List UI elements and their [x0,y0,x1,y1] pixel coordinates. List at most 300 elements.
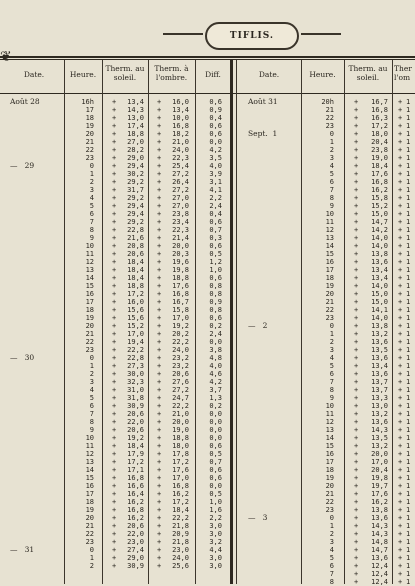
therm-sun-cell: 16,2 [127,498,144,506]
therm-shade-cell: 17,0 [172,474,189,482]
plus-sign-icon: + [157,362,162,370]
diff-cell: 0,2 [209,322,222,330]
diff-cell: 0,6 [209,274,222,282]
plus-sign-icon: + [112,354,117,362]
hour-cell-right: 1 [329,522,334,530]
plus-sign-icon: + [354,250,359,258]
therm-partial-cell: 1 [406,154,411,162]
therm-sun-cell-right: 18,0 [371,130,388,138]
plus-sign-icon: + [354,298,359,306]
hour-cell: 16h [81,98,94,106]
col-divider [148,60,149,584]
therm-sun-cell-right: 15,0 [371,290,388,298]
hour-cell-right: 22 [325,498,334,506]
therm-partial-cell: 1 [406,522,411,530]
plus-sign-icon: + [157,226,162,234]
hour-cell: 20 [85,322,94,330]
therm-sun-cell-right: 16,8 [371,178,388,186]
therm-partial-cell: 1 [406,250,411,258]
plus-sign-icon: + [112,210,117,218]
therm-sun-cell-right: 20,0 [371,450,388,458]
hour-cell-right: 15 [325,250,334,258]
plus-sign-icon: + [112,122,117,130]
plus-sign-icon: + [354,242,359,250]
therm-sun-cell: 16,0 [127,298,144,306]
hour-cell: 12 [85,258,94,266]
hour-cell: 17 [85,490,94,498]
hour-cell: 18 [85,114,94,122]
plus-sign-icon: + [157,202,162,210]
date-label: — 29 [10,161,35,170]
therm-sun-cell-right: 12,4 [371,570,388,578]
therm-shade-cell: 10,0 [172,114,189,122]
plus-sign-icon: + [112,98,117,106]
therm-sun-cell-right: 13,6 [371,370,388,378]
header-therm-shade: Therm. à l'ombre. [154,64,189,82]
therm-sun-cell: 18,4 [127,266,144,274]
therm-shade-cell: 21,0 [172,410,189,418]
plus-sign-icon: + [398,162,403,170]
diff-cell: 0,0 [209,410,222,418]
plus-sign-icon: + [398,290,403,298]
hour-cell: 0 [89,354,94,362]
hour-cell-right: 17 [325,266,334,274]
plus-sign-icon: + [354,234,359,242]
plus-sign-icon: + [354,354,359,362]
therm-partial-cell: 1 [406,114,411,122]
therm-shade-cell: 19,0 [172,426,189,434]
therm-shade-cell: 17,2 [172,498,189,506]
hour-cell: 15 [85,474,94,482]
plus-sign-icon: + [354,226,359,234]
plus-sign-icon: + [157,354,162,362]
plus-sign-icon: + [398,298,403,306]
plus-sign-icon: + [354,122,359,130]
plus-sign-icon: + [157,530,162,538]
plus-sign-icon: + [157,314,162,322]
plus-sign-icon: + [354,266,359,274]
therm-partial-cell: 1 [406,482,411,490]
therm-shade-cell: 24,0 [172,146,189,154]
hour-cell: 3 [89,186,94,194]
hour-cell: 9 [89,234,94,242]
plus-sign-icon: + [354,458,359,466]
therm-shade-cell: 16,8 [172,482,189,490]
hour-cell-right: 3 [329,346,334,354]
plus-sign-icon: + [112,426,117,434]
therm-sun-cell: 29,2 [127,178,144,186]
diff-cell: 0,5 [209,450,222,458]
plus-sign-icon: + [157,426,162,434]
col-divider [64,60,65,584]
plus-sign-icon: + [112,234,117,242]
plus-sign-icon: + [398,218,403,226]
diff-cell: 0,6 [209,130,222,138]
therm-sun-cell-right: 13,5 [371,434,388,442]
hour-cell-right: 22 [325,114,334,122]
plus-sign-icon: + [354,362,359,370]
hour-cell: 23 [85,154,94,162]
therm-shade-cell: 18,8 [172,274,189,282]
therm-shade-cell: 23,2 [172,354,189,362]
plus-sign-icon: + [157,282,162,290]
therm-sun-cell: 23,0 [127,538,144,546]
therm-sun-cell: 16,4 [127,490,144,498]
hour-cell: 1 [89,362,94,370]
hour-cell-right: 3 [329,538,334,546]
hour-cell-right: 1 [329,330,334,338]
hour-cell-right: 23 [325,122,334,130]
therm-shade-cell: 27,2 [172,386,189,394]
therm-partial-cell: 1 [406,362,411,370]
plus-sign-icon: + [157,458,162,466]
diff-cell: 0,8 [209,290,222,298]
hour-cell-right: 18 [325,274,334,282]
therm-sun-cell-right: 19,7 [371,482,388,490]
therm-sun-cell-right: 13,4 [371,274,388,282]
plus-sign-icon: + [398,114,403,122]
hour-cell: 1 [89,170,94,178]
therm-partial-cell: 1 [406,306,411,314]
therm-shade-cell: 22,3 [172,154,189,162]
plus-sign-icon: + [398,178,403,186]
plus-sign-icon: + [398,194,403,202]
hour-cell: 2 [89,178,94,186]
therm-shade-cell: 20,0 [172,242,189,250]
hour-cell: 17 [85,298,94,306]
therm-shade-cell: 19,8 [172,266,189,274]
plus-sign-icon: + [354,274,359,282]
plus-sign-icon: + [398,522,403,530]
hour-cell: 21 [85,138,94,146]
hour-cell-right: 20h [321,98,334,106]
therm-partial-cell: 1 [406,210,411,218]
hour-cell-right: 8 [329,386,334,394]
hour-cell-right: 6 [329,178,334,186]
therm-shade-cell: 22,2 [172,514,189,522]
therm-sun-cell: 31,7 [127,186,144,194]
therm-partial-cell: 1 [406,322,411,330]
plus-sign-icon: + [112,474,117,482]
plus-sign-icon: + [354,194,359,202]
therm-sun-cell: 17,0 [127,330,144,338]
plus-sign-icon: + [157,482,162,490]
plus-sign-icon: + [112,362,117,370]
hour-cell-right: 20 [325,482,334,490]
hour-cell: 20 [85,514,94,522]
hour-cell: 5 [89,202,94,210]
plus-sign-icon: + [398,530,403,538]
plus-sign-icon: + [398,250,403,258]
hour-cell-right: 15 [325,442,334,450]
diff-cell: 2,2 [209,194,222,202]
therm-sun-cell: 18,8 [127,282,144,290]
hour-cell-right: 19 [325,474,334,482]
therm-sun-cell: 17,1 [127,466,144,474]
hour-cell-right: 7 [329,186,334,194]
therm-partial-cell: 1 [406,490,411,498]
plus-sign-icon: + [157,418,162,426]
plus-sign-icon: + [157,298,162,306]
plus-sign-icon: + [112,290,117,298]
plus-sign-icon: + [398,146,403,154]
therm-partial-cell: 1 [406,274,411,282]
diff-cell: 0,0 [209,426,222,434]
therm-shade-cell: 17,8 [172,450,189,458]
therm-shade-cell: 20,0 [172,418,189,426]
therm-sun-cell-right: 14,7 [371,546,388,554]
plus-sign-icon: + [157,274,162,282]
hour-cell-right: 21 [325,490,334,498]
plus-sign-icon: + [398,346,403,354]
therm-sun-cell: 30,9 [127,402,144,410]
plus-sign-icon: + [157,562,162,570]
therm-shade-cell: 20,9 [172,530,189,538]
plus-sign-icon: + [354,378,359,386]
diff-cell: 0,0 [209,482,222,490]
therm-partial-cell: 1 [406,562,411,570]
plus-sign-icon: + [354,314,359,322]
therm-sun-cell: 15,6 [127,314,144,322]
therm-shade-cell: 16,0 [172,98,189,106]
hour-cell-right: 20 [325,290,334,298]
therm-partial-cell: 1 [406,138,411,146]
hour-cell-right: 12 [325,226,334,234]
therm-sun-cell-right: 17,2 [371,122,388,130]
header-therm-sun: Therm. au soleil. [105,64,145,82]
plus-sign-icon: + [354,546,359,554]
therm-shade-cell: 24,7 [172,394,189,402]
plus-sign-icon: + [398,106,403,114]
hour-cell-right: 9 [329,202,334,210]
hour-cell-right: 10 [325,402,334,410]
therm-shade-cell: 16,7 [172,298,189,306]
plus-sign-icon: + [112,282,117,290]
plus-sign-icon: + [354,154,359,162]
therm-sun-cell: 16,8 [127,506,144,514]
diff-cell: 0,6 [209,122,222,130]
therm-sun-cell: 13,0 [127,114,144,122]
plus-sign-icon: + [112,434,117,442]
therm-partial-cell: 1 [406,266,411,274]
plus-sign-icon: + [112,314,117,322]
plus-sign-icon: + [157,538,162,546]
diff-cell: 0,3 [209,234,222,242]
plus-sign-icon: + [354,106,359,114]
therm-sun-cell: 32,3 [127,378,144,386]
therm-sun-cell: 19,2 [127,434,144,442]
hour-cell: 7 [89,218,94,226]
plus-sign-icon: + [112,418,117,426]
therm-sun-cell-right: 15,0 [371,298,388,306]
plus-sign-icon: + [398,122,403,130]
plus-sign-icon: + [112,202,117,210]
diff-cell: 3,1 [209,178,222,186]
therm-partial-cell: 1 [406,418,411,426]
plus-sign-icon: + [354,322,359,330]
hour-cell-right: 14 [325,242,334,250]
diff-cell: 3,0 [209,562,222,570]
hour-cell: 6 [89,402,94,410]
plus-sign-icon: + [157,210,162,218]
diff-cell: 0,0 [209,434,222,442]
therm-shade-cell: 23,4 [172,218,189,226]
therm-sun-cell-right: 13,7 [371,386,388,394]
plus-sign-icon: + [112,178,117,186]
therm-sun-cell-right: 13,6 [371,514,388,522]
therm-sun-cell-right: 13,8 [371,322,388,330]
plus-sign-icon: + [112,170,117,178]
plus-sign-icon: + [112,394,117,402]
date-label-right: Sept. 1 [248,129,278,138]
therm-sun-cell: 30,2 [127,170,144,178]
hour-cell: 1 [89,554,94,562]
hour-cell: 12 [85,450,94,458]
plus-sign-icon: + [398,458,403,466]
diff-cell: 4,1 [209,186,222,194]
therm-partial-cell: 1 [406,554,411,562]
therm-partial-cell: 1 [406,394,411,402]
plus-sign-icon: + [354,490,359,498]
plus-sign-icon: + [157,306,162,314]
plus-sign-icon: + [157,522,162,530]
therm-shade-cell: 20,2 [172,330,189,338]
plus-sign-icon: + [398,450,403,458]
plus-sign-icon: + [354,402,359,410]
therm-sun-cell: 28,2 [127,146,144,154]
diff-cell: 0,7 [209,226,222,234]
hour-cell: 14 [85,466,94,474]
plus-sign-icon: + [354,202,359,210]
therm-sun-cell-right: 14,1 [371,306,388,314]
plus-sign-icon: + [354,330,359,338]
plus-sign-icon: + [398,202,403,210]
therm-sun-cell: 17,2 [127,290,144,298]
plus-sign-icon: + [354,466,359,474]
plus-sign-icon: + [398,410,403,418]
therm-shade-cell: 27,6 [172,378,189,386]
plus-sign-icon: + [112,218,117,226]
hour-cell: 2 [89,562,94,570]
hour-cell-right: 9 [329,394,334,402]
therm-sun-cell: 20,6 [127,250,144,258]
therm-shade-cell: 23,8 [172,210,189,218]
therm-partial-cell: 1 [406,186,411,194]
plus-sign-icon: + [354,530,359,538]
hour-cell-right: 4 [329,162,334,170]
diff-cell: 4,4 [209,546,222,554]
hour-cell: 8 [89,418,94,426]
therm-sun-cell-right: 13,4 [371,362,388,370]
plus-sign-icon: + [354,282,359,290]
header-hour-right: Heure. [309,70,336,79]
hour-cell-right: 10 [325,210,334,218]
plus-sign-icon: + [398,578,403,586]
therm-sun-cell: 31,0 [127,386,144,394]
top-rule-inner [0,59,415,60]
plus-sign-icon: + [112,442,117,450]
hour-cell: 16 [85,290,94,298]
plus-sign-icon: + [112,554,117,562]
hour-cell: 11 [85,250,94,258]
therm-partial-cell: 1 [406,194,411,202]
therm-sun-cell-right: 13,8 [371,506,388,514]
therm-shade-cell: 19,6 [172,258,189,266]
plus-sign-icon: + [112,250,117,258]
hour-cell: 20 [85,130,94,138]
plus-sign-icon: + [354,306,359,314]
header-date-right: Date. [258,70,280,79]
therm-sun-cell-right: 14,0 [371,234,388,242]
plus-sign-icon: + [112,242,117,250]
header-rule [0,93,415,94]
hour-cell-right: 19 [325,282,334,290]
plus-sign-icon: + [398,434,403,442]
therm-sun-cell-right: 19,8 [371,474,388,482]
date-label: Août 28 [10,97,40,106]
plus-sign-icon: + [398,98,403,106]
hour-cell: 2 [89,370,94,378]
therm-partial-cell: 1 [406,290,411,298]
diff-cell: 3,9 [209,170,222,178]
plus-sign-icon: + [112,298,117,306]
header-diff: Diff. [205,70,221,79]
plus-sign-icon: + [157,378,162,386]
plus-sign-icon: + [112,194,117,202]
plus-sign-icon: + [157,258,162,266]
therm-sun-cell-right: 17,6 [371,490,388,498]
hour-cell: 21 [85,330,94,338]
therm-shade-cell: 21,0 [172,138,189,146]
plus-sign-icon: + [354,290,359,298]
plus-sign-icon: + [157,410,162,418]
therm-partial-cell: 1 [406,242,411,250]
hour-cell: 16 [85,482,94,490]
therm-partial-cell: 1 [406,226,411,234]
hour-cell: 10 [85,242,94,250]
plus-sign-icon: + [112,130,117,138]
plus-sign-icon: + [157,138,162,146]
therm-sun-cell-right: 13,0 [371,402,388,410]
diff-cell: 0,0 [209,418,222,426]
plus-sign-icon: + [112,226,117,234]
plus-sign-icon: + [354,570,359,578]
therm-shade-cell: 13,4 [172,106,189,114]
hour-cell: 3 [89,378,94,386]
plus-sign-icon: + [398,370,403,378]
therm-sun-cell-right: 14,3 [371,426,388,434]
therm-sun-cell-right: 13,6 [371,338,388,346]
therm-sun-cell: 18,4 [127,442,144,450]
plus-sign-icon: + [398,130,403,138]
therm-sun-cell: 27,3 [127,362,144,370]
plus-sign-icon: + [112,402,117,410]
therm-sun-cell-right: 13,6 [371,554,388,562]
hour-cell-right: 13 [325,426,334,434]
plus-sign-icon: + [354,442,359,450]
therm-partial-cell: 1 [406,146,411,154]
diff-cell: 4,2 [209,378,222,386]
plus-sign-icon: + [398,266,403,274]
plus-sign-icon: + [157,322,162,330]
therm-sun-cell: 20,6 [127,522,144,530]
therm-shade-cell: 22,2 [172,402,189,410]
plus-sign-icon: + [398,378,403,386]
therm-sun-cell-right: 14,3 [371,530,388,538]
plus-sign-icon: + [398,442,403,450]
plus-sign-icon: + [112,258,117,266]
therm-sun-cell: 30,9 [127,562,144,570]
